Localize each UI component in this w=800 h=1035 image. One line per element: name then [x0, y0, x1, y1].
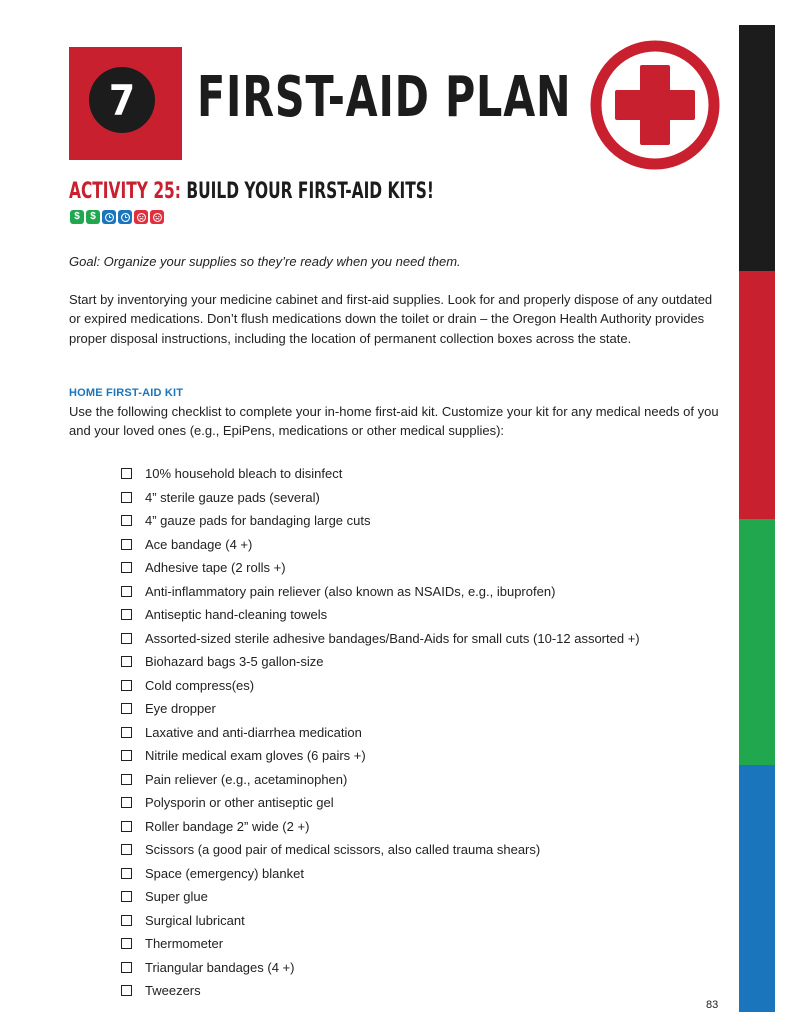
checkbox[interactable] [121, 609, 132, 620]
checkbox[interactable] [121, 750, 132, 761]
activity-heading [69, 181, 434, 203]
checkbox[interactable] [121, 539, 132, 550]
checklist-item-label: 4” sterile gauze pads (several) [145, 489, 320, 505]
checklist-item[interactable] [121, 862, 640, 886]
checklist-item[interactable] [121, 885, 640, 909]
checklist-item[interactable] [121, 815, 640, 839]
checkbox[interactable] [121, 515, 132, 526]
activity-badges [70, 210, 164, 224]
checklist-item-label: Thermometer [145, 936, 224, 952]
chapter-title: FIRST-AID PLAN [197, 65, 572, 130]
checklist-item[interactable] [121, 909, 640, 933]
checklist-item-label: Roller bandage 2” wide (2 +) [145, 818, 310, 834]
checklist-item-label: Antiseptic hand-cleaning towels [145, 607, 328, 623]
checklist-item[interactable] [121, 838, 640, 862]
effort-face-icon [134, 210, 148, 224]
checkbox[interactable] [121, 868, 132, 879]
checklist-item[interactable] [121, 979, 640, 1003]
checklist-item[interactable] [121, 932, 640, 956]
checklist-item-label: 4” gauze pads for bandaging large cuts [145, 513, 371, 529]
home-kit-description: Use the following checklist to complete your in-home first-aid kit. Customize your kit for any medical needs of you and your loved ones (e.g., EpiPens, medications or other medical supplies): [69, 404, 719, 438]
checkbox[interactable] [121, 492, 132, 503]
checklist-item-label: 10% household bleach to disinfect [145, 466, 343, 482]
home-kit-heading: HOME FIRST-AID KIT [69, 387, 184, 399]
goal-text: Goal: Organize your supplies so they’re ready when you need them. [69, 254, 461, 269]
activity-number: ACTIVITY 25: [69, 179, 181, 204]
checklist-item[interactable] [121, 509, 640, 533]
clock-icon [102, 210, 116, 224]
side-bar-blue [739, 765, 775, 1012]
checkbox[interactable] [121, 586, 132, 597]
checklist-item[interactable] [121, 580, 640, 604]
checkbox[interactable] [121, 774, 132, 785]
checklist-item-label: Super glue [145, 889, 208, 905]
checklist-item-label: Polysporin or other antiseptic gel [145, 795, 334, 811]
checklist-item[interactable] [121, 768, 640, 792]
chapter-number-box [69, 47, 182, 160]
checklist-item-label: Eye dropper [145, 701, 216, 717]
checkbox[interactable] [121, 821, 132, 832]
checkbox[interactable] [121, 962, 132, 973]
checkbox[interactable] [121, 656, 132, 667]
side-bar-black [739, 25, 775, 271]
dollar-icon: $ [70, 210, 84, 224]
checklist-item-label: Laxative and anti-diarrhea medication [145, 724, 362, 740]
checklist-item[interactable] [121, 486, 640, 510]
checkbox[interactable] [121, 938, 132, 949]
checklist-item[interactable] [121, 697, 640, 721]
checkbox[interactable] [121, 797, 132, 808]
dollar-icon: $ [86, 210, 100, 224]
checklist-item[interactable] [121, 956, 640, 980]
checklist-item-label: Space (emergency) blanket [145, 865, 304, 881]
checklist-item[interactable] [121, 674, 640, 698]
checklist-item-label: Anti-inflammatory pain reliever (also known as NSAIDs, e.g., ibuprofen) [145, 583, 556, 599]
first-aid-cross-icon [588, 38, 722, 172]
checklist-item-label: Scissors (a good pair of medical scissors, also called trauma shears) [145, 842, 541, 858]
checklist-item[interactable] [121, 721, 640, 745]
checkbox[interactable] [121, 703, 132, 714]
checkbox[interactable] [121, 985, 132, 996]
checklist-item-label: Cold compress(es) [145, 677, 255, 693]
intro-paragraph: Start by inventorying your medicine cabinet and first-aid supplies. Look for and properly dispose of any outdated or expired medications. Don’t flush medications down the toilet or drain – the Oregon Health Authority provides proper disposal instructions, including the location of permanent collection boxes across the state. [69, 292, 713, 346]
checklist-item[interactable] [121, 462, 640, 486]
checkbox[interactable] [121, 468, 132, 479]
checklist-item[interactable] [121, 744, 640, 768]
side-bar-red [739, 271, 775, 519]
checklist-item[interactable] [121, 627, 640, 651]
checkbox[interactable] [121, 844, 132, 855]
activity-title: BUILD YOUR FIRST-AID KITS! [186, 179, 434, 204]
chapter-number: 7 [89, 67, 155, 133]
checklist-item[interactable] [121, 650, 640, 674]
checklist-item-label: Nitrile medical exam gloves (6 pairs +) [145, 748, 366, 764]
checklist-item-label: Surgical lubricant [145, 912, 245, 928]
checklist-item-label: Adhesive tape (2 rolls +) [145, 560, 286, 576]
checklist-item-label: Tweezers [145, 983, 201, 999]
checkbox[interactable] [121, 727, 132, 738]
checklist-item-label: Assorted-sized sterile adhesive bandages/Band-Aids for small cuts (10-12 assorted +) [145, 630, 640, 646]
checklist-item-label: Triangular bandages (4 +) [145, 959, 295, 975]
checkbox[interactable] [121, 680, 132, 691]
effort-face-icon [150, 210, 164, 224]
checkbox[interactable] [121, 633, 132, 644]
home-kit-checklist [121, 462, 640, 1003]
clock-icon [118, 210, 132, 224]
checkbox[interactable] [121, 562, 132, 573]
checklist-item-label: Ace bandage (4 +) [145, 536, 253, 552]
checkbox[interactable] [121, 915, 132, 926]
checklist-item[interactable] [121, 533, 640, 557]
checkbox[interactable] [121, 891, 132, 902]
checklist-item[interactable] [121, 603, 640, 627]
checklist-item[interactable] [121, 556, 640, 580]
checklist-item[interactable] [121, 791, 640, 815]
checklist-item-label: Pain reliever (e.g., acetaminophen) [145, 771, 348, 787]
checklist-item-label: Biohazard bags 3-5 gallon-size [145, 654, 324, 670]
page-number: 83 [706, 999, 719, 1011]
side-bar-green [739, 519, 775, 765]
